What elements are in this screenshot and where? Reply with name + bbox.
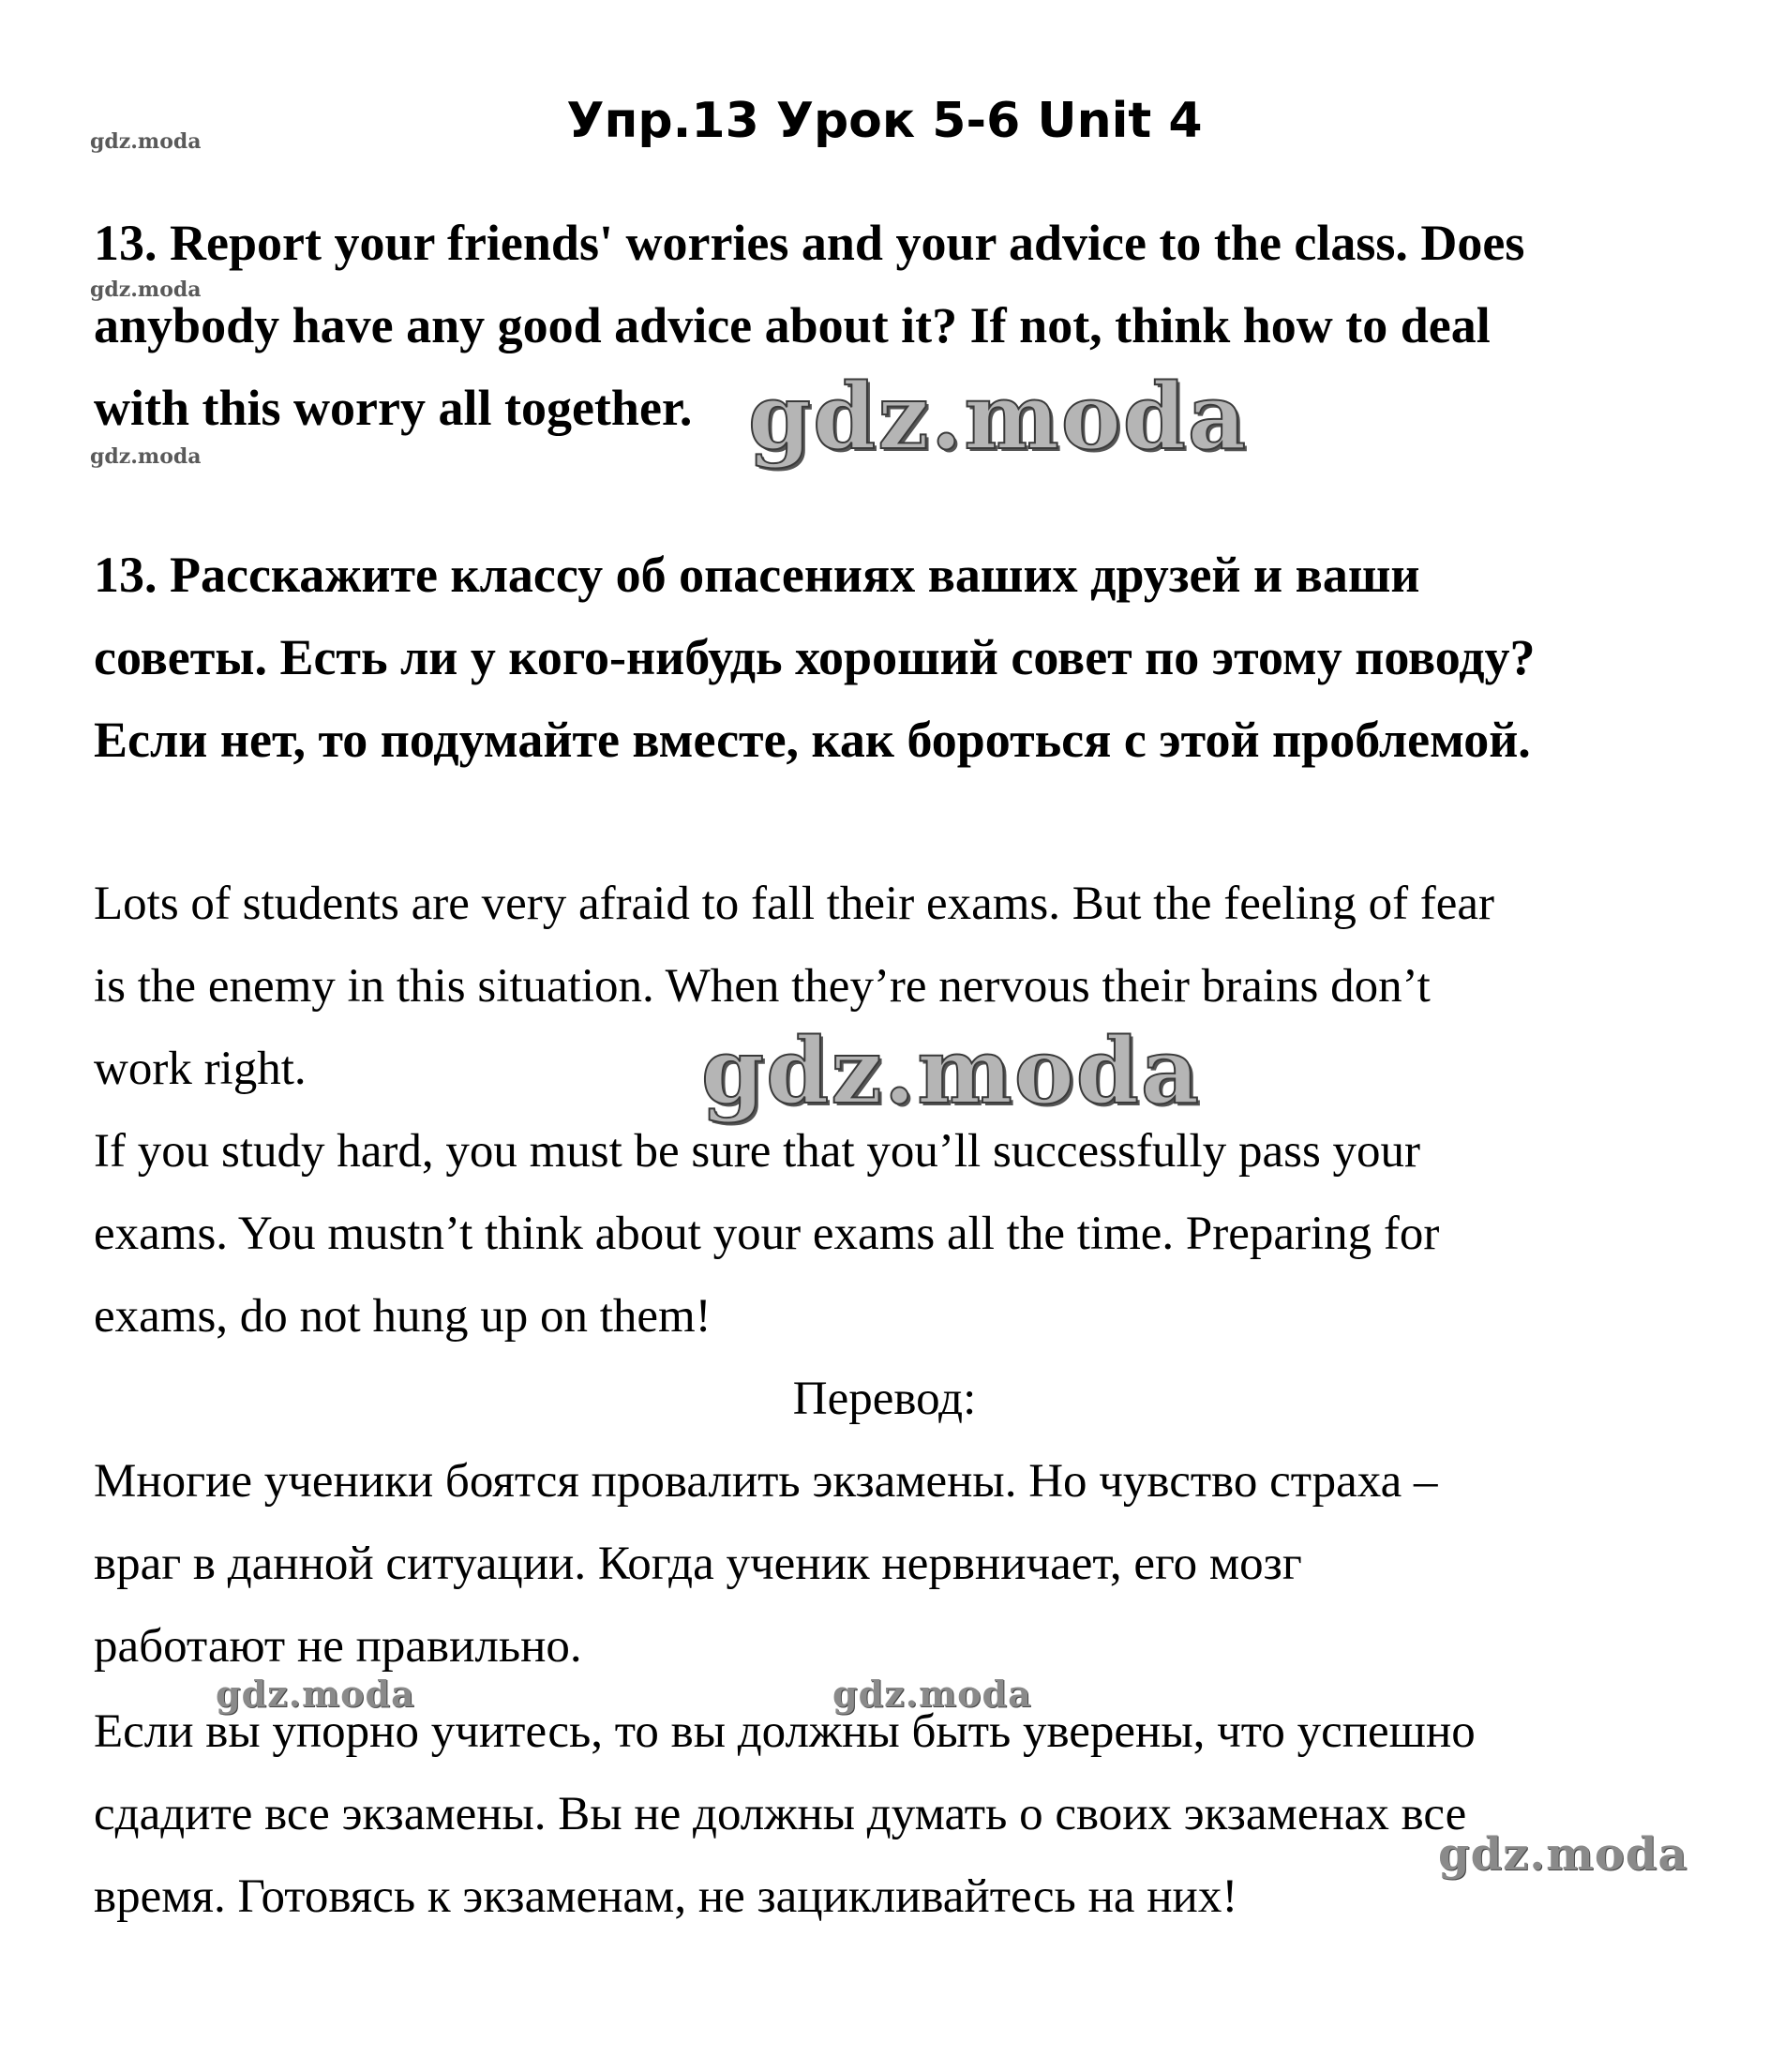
task-en-line-3: with this worry all together. <box>94 380 693 436</box>
task-ru-line-3: Если нет, то подумайте вместе, как бороться с этой проблемой. <box>94 712 1531 768</box>
answer-en-line-1: Lots of students are very afraid to fall their exams. But the feeling of fear <box>94 878 1495 930</box>
answer-ru-line-1: Многие ученики боятся провалить экзамены. Но чувство страха – <box>94 1455 1438 1508</box>
answer-en-line-5: exams. You mustn’t think about your exams all the time. Preparing for <box>94 1208 1440 1260</box>
watermark-small: gdz.moda <box>90 444 202 469</box>
task-en-line-1: 13. Report your friends' worries and your advice to the class. Does <box>94 215 1525 271</box>
watermark-small: gdz.moda <box>90 278 202 302</box>
task-ru-line-2: советы. Есть ли у кого-нибудь хороший совет по этому поводу? <box>94 629 1536 685</box>
translation-heading: Перевод: <box>792 1373 977 1425</box>
answer-ru-line-2: враг в данной ситуации. Когда ученик нервничает, его мозг <box>94 1538 1302 1590</box>
task-ru-line-1: 13. Расскажите классу об опасениях ваших друзей и ваши <box>94 547 1420 603</box>
answer-ru-line-4: Если вы упорно учитесь, то вы должны быть уверены, что успешно <box>94 1705 1476 1758</box>
page-title: Упр.13 Урок 5-6 Unit 4 <box>566 93 1203 149</box>
watermark-medium: gdz.moda <box>1438 1828 1688 1881</box>
watermark-medium: gdz.moda <box>216 1673 415 1715</box>
answer-ru-line-5: сдадите все экзамены. Вы не должны думать о своих экзаменах все <box>94 1788 1467 1840</box>
watermark-medium: gdz.moda <box>832 1673 1032 1715</box>
answer-en-line-6: exams, do not hung up on them! <box>94 1290 712 1343</box>
answer-en-line-3: work right. <box>94 1043 307 1095</box>
task-en-line-2: anybody have any good advice about it? If not, think how to deal <box>94 297 1491 353</box>
watermark-small: gdz.moda <box>90 129 202 154</box>
watermark-large: gdz.moda <box>701 1018 1202 1124</box>
answer-en-line-4: If you study hard, you must be sure that you’ll successfully pass your <box>94 1125 1421 1178</box>
answer-en-line-2: is the enemy in this situation. When they’re nervous their brains don’t <box>94 960 1431 1013</box>
answer-ru-line-6: время. Готовясь к экзаменам, не зацикливайтесь на них! <box>94 1870 1238 1923</box>
watermark-large: gdz.moda <box>748 364 1249 470</box>
answer-ru-line-3: работают не правильно. <box>94 1620 582 1673</box>
